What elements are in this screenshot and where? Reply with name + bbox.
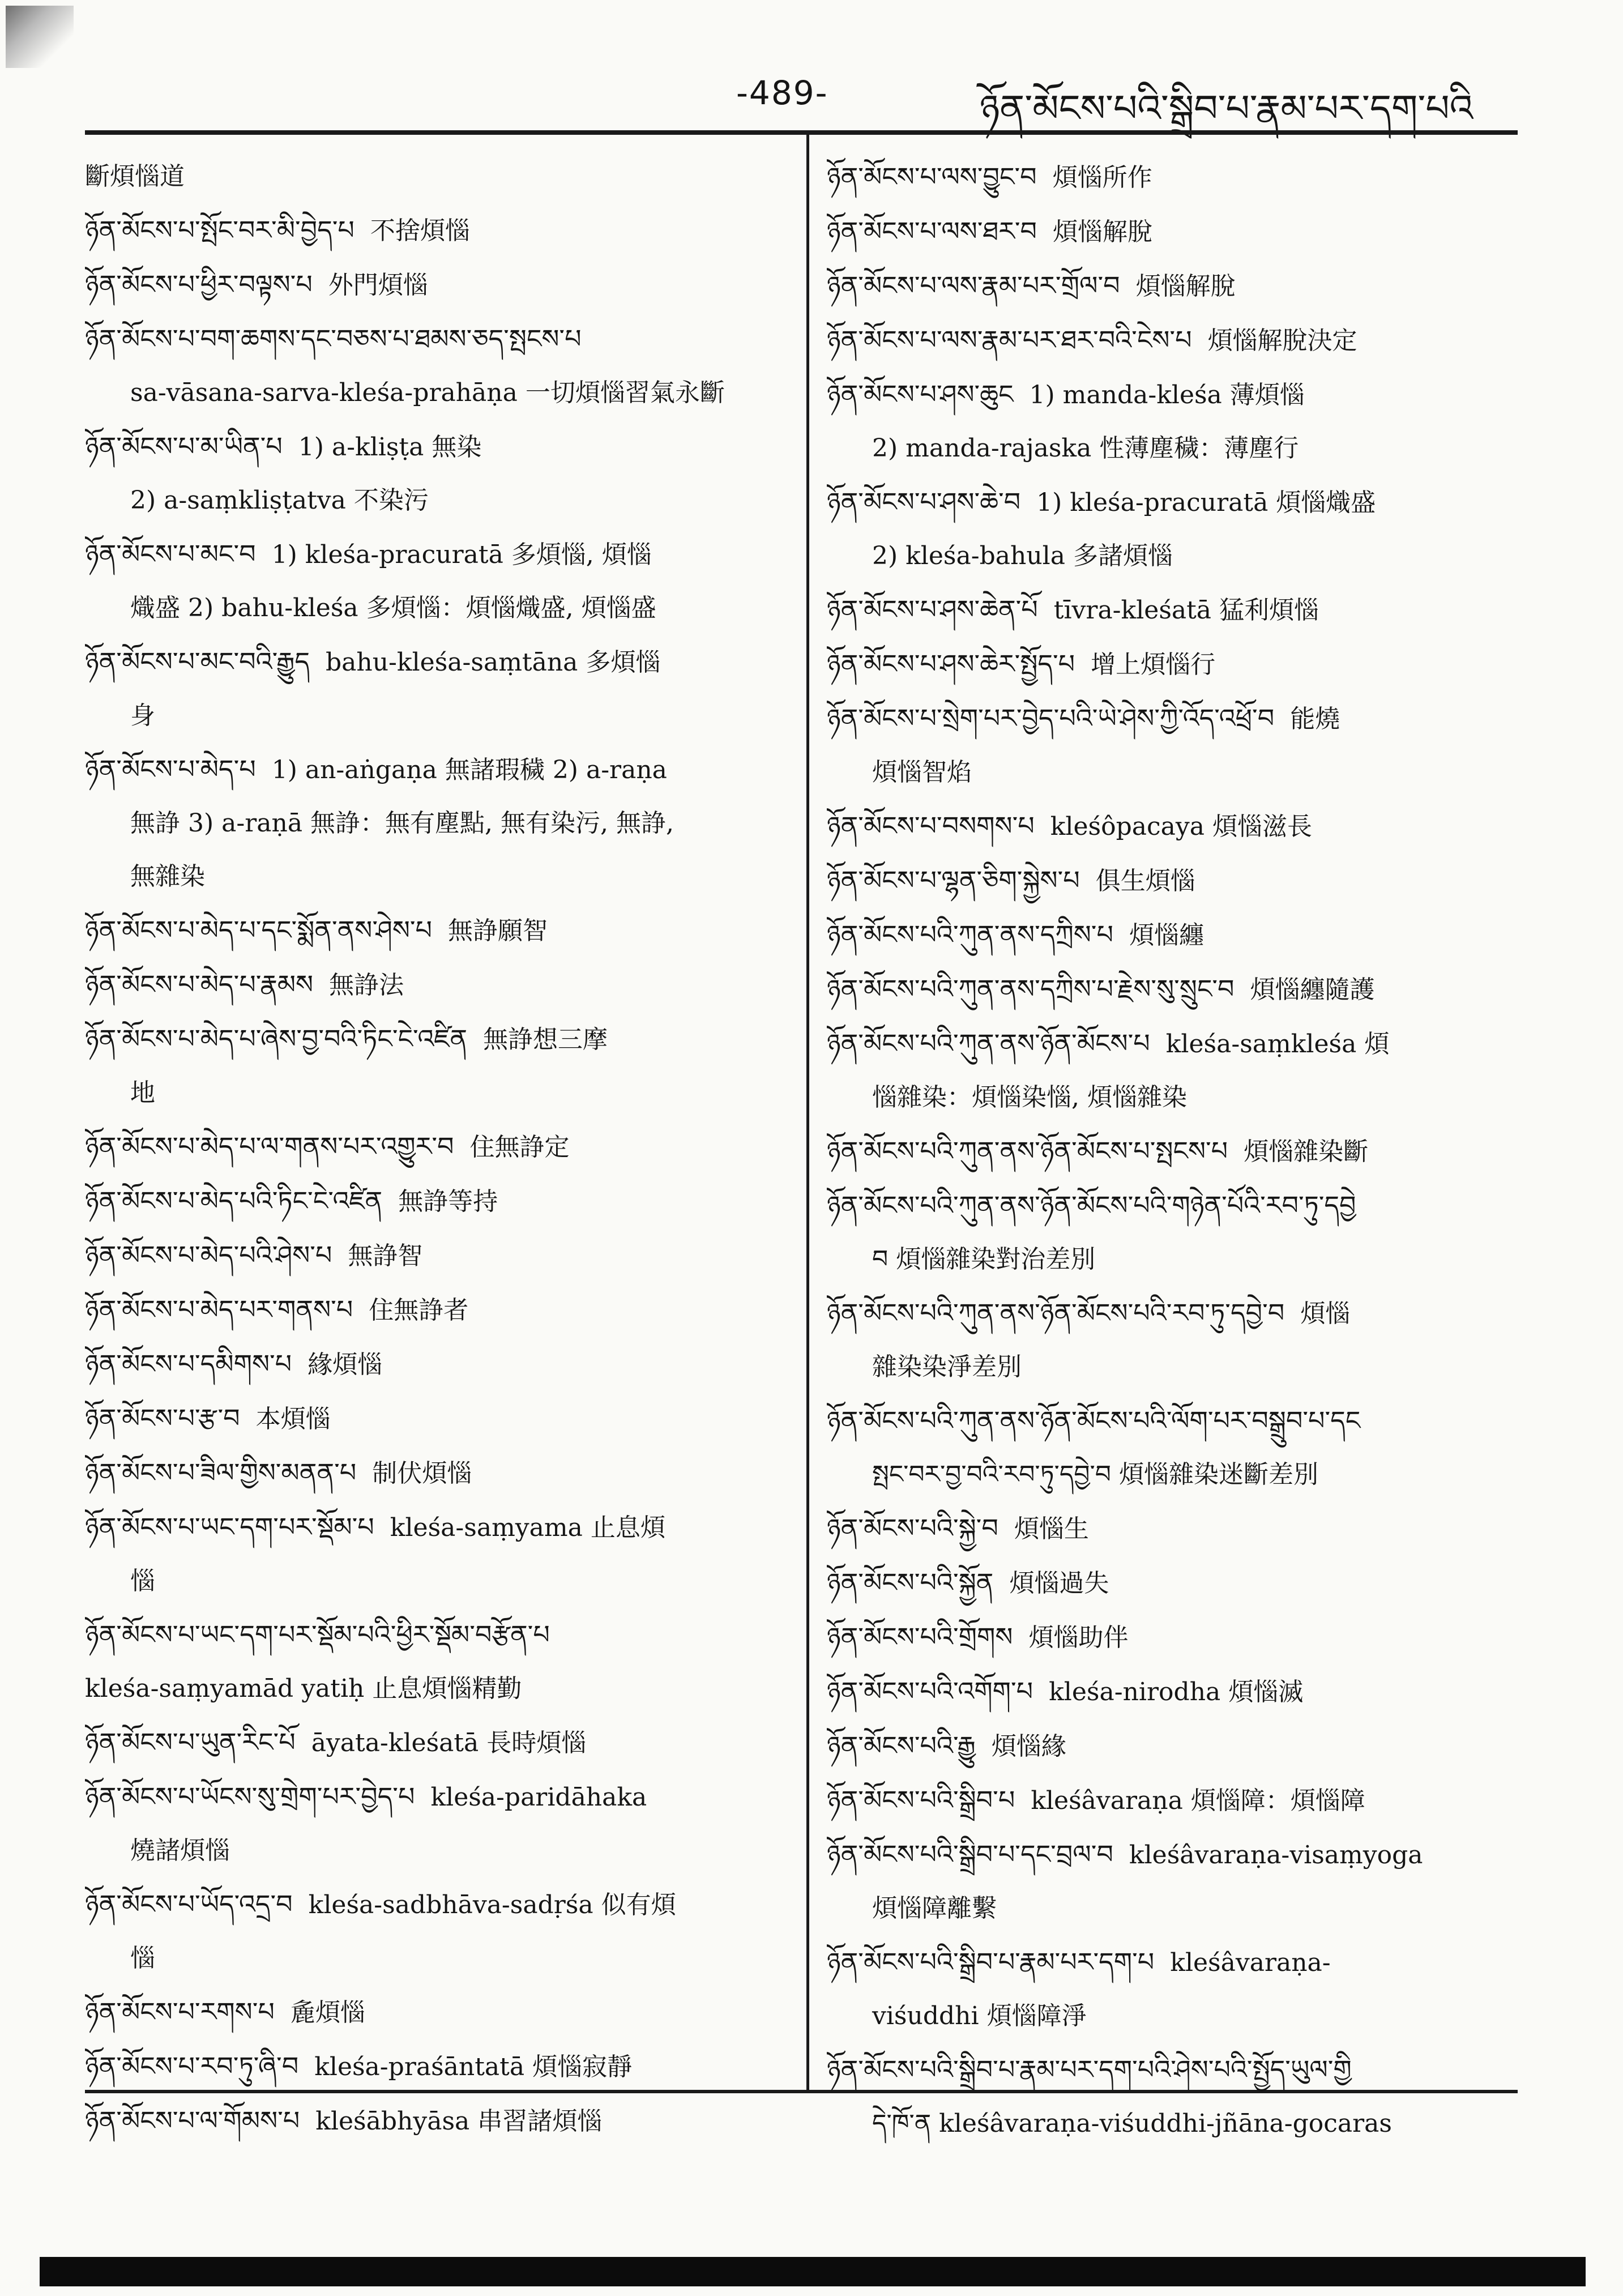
dictionary-entry <box>85 850 796 903</box>
tibetan-headword: ཉོན་མོངས་པའི་ཀུན་ནས་ཉོན་མོངས་པ་སྤངས་པ <box>827 1136 1228 1166</box>
dictionary-entry <box>827 1179 1529 1233</box>
entry-gloss: 緣煩惱 <box>307 1350 383 1379</box>
dictionary-entry <box>85 1337 796 1392</box>
entry-gloss: 煩惱雜染斷 <box>1244 1137 1369 1166</box>
entry-gloss: 煩惱解脫決定 <box>1207 326 1357 355</box>
entry-gloss: 無諍等持 <box>398 1187 498 1216</box>
tibetan-headword: ཉོན་མོངས་པའི་སྐྱེ་བ <box>827 1513 998 1543</box>
dictionary-entry <box>85 742 796 797</box>
tibetan-headword: ཉོན་མོངས་པ་ཡོད་འདྲ་བ <box>85 1889 293 1919</box>
dictionary-entry <box>827 530 1529 583</box>
entry-gloss: 麁煩惱 <box>290 1998 365 2027</box>
dictionary-entry <box>827 1394 1529 1448</box>
dictionary-entry <box>85 582 796 635</box>
dictionary-entry <box>827 1882 1529 1935</box>
entry-gloss: 惱 <box>130 1567 155 1595</box>
dictionary-entry <box>85 474 796 527</box>
dictionary-entry <box>827 1286 1529 1341</box>
scan-bottom-edge <box>40 2257 1586 2286</box>
dictionary-entry <box>827 583 1529 637</box>
entry-gloss: kleśôpacaya 煩惱滋長 <box>1050 812 1312 841</box>
dictionary-entry <box>827 1448 1529 1501</box>
tibetan-headword: ཉོན་མོངས་པ་ལས་ཐར་བ <box>827 216 1037 246</box>
entry-gloss: 無雜染 <box>130 862 205 891</box>
dictionary-entry <box>827 692 1529 746</box>
tibetan-headword: ཉོན་མོངས་པ་མེད་པ <box>85 754 256 784</box>
dictionary-entry <box>827 799 1529 853</box>
dictionary-entry <box>85 203 796 258</box>
dictionary-entry <box>85 1228 796 1283</box>
dictionary-entry <box>827 908 1529 962</box>
tibetan-headword: ཉོན་མོངས་པ་ཤས་ཆེན་པོ <box>827 594 1038 625</box>
dictionary-entry <box>827 962 1529 1017</box>
entry-gloss: 無諍智 <box>348 1241 423 1270</box>
dictionary-entry <box>85 1877 796 1932</box>
entry-gloss: 煩惱智焰 <box>872 758 972 787</box>
dictionary-entry <box>827 2043 1529 2097</box>
entry-gloss: 煩惱過失 <box>1009 1569 1109 1598</box>
entry-gloss: kleśa-praśāntatā 煩惱寂靜 <box>314 2052 633 2081</box>
dictionary-entry <box>85 420 796 474</box>
entry-gloss: 煩惱解脫 <box>1135 272 1236 301</box>
tibetan-headword: ཉོན་མོངས་པ་རགས་པ <box>85 1996 275 2027</box>
dictionary-entry <box>827 637 1529 692</box>
entry-gloss: 煩惱 <box>1300 1299 1351 1328</box>
tibetan-headword: ཉོན་མོངས་པ་མང་བའི་རྒྱུད <box>85 646 310 677</box>
dictionary-entry <box>827 1556 1529 1610</box>
dictionary-entry <box>85 1985 796 2039</box>
dictionary-entry <box>85 1824 796 1877</box>
entry-gloss: 煩惱纏 <box>1129 921 1204 950</box>
tibetan-headword: ཉོན་མོངས་པ་ཤས་ཆེ་བ <box>827 486 1021 517</box>
dictionary-entry <box>827 1828 1529 1882</box>
entry-gloss: 無諍願智 <box>448 916 548 945</box>
dictionary-entry <box>85 1120 796 1174</box>
tibetan-headword: ཉོན་མོངས་པའི་སྒྲིབ་པ <box>827 1785 1015 1815</box>
tibetan-headword: ཉོན་མོངས་པ་ལས་བྱུང་བ <box>827 161 1037 192</box>
dictionary-entry <box>85 635 796 689</box>
dictionary-entry <box>85 1500 796 1555</box>
tibetan-headword: ཉོན་མོངས་པ་ཡུན་རིང་པོ <box>85 1727 296 1757</box>
dictionary-entry <box>827 1665 1529 1719</box>
entry-gloss: 身 <box>130 701 155 730</box>
entry-gloss: 能燒 <box>1290 705 1340 733</box>
entry-gloss: བ 煩惱雜染對治差別 <box>872 1245 1096 1274</box>
entry-gloss: kleśābhyāsa 串習諸煩惱 <box>315 2107 603 2136</box>
dictionary-entry <box>827 259 1529 313</box>
tibetan-headword: ཉོན་མོངས་པ་ཤས་ཆེར་སྤྱོད་པ <box>827 648 1075 679</box>
entry-gloss: kleśa-saṃkleśa 煩 <box>1165 1030 1390 1059</box>
tibetan-headword: ཉོན་མོངས་པ་སྲེག་པར་བྱེད་པའི་ཡེ་ཤེས་ཀྱི་འོད་འཕྲོ་བ <box>827 703 1275 733</box>
entry-gloss: 住無諍定 <box>469 1133 570 1162</box>
dictionary-entry <box>827 1233 1529 1286</box>
tibetan-headword: ཉོན་མོངས་པ་ཡང་དག་པར་སྡོམ་པ <box>85 1512 374 1542</box>
entry-gloss: 斷煩惱道 <box>85 162 185 191</box>
tibetan-headword: ཉོན་མོངས་པའི་སྐྱོན <box>827 1567 994 1598</box>
tibetan-headword: ཉོན་མོངས་པ་ལ་གོམས་པ <box>85 2105 300 2136</box>
dictionary-entry <box>827 1935 1529 1990</box>
entry-gloss: kleśa-paridāhaka <box>430 1783 647 1812</box>
dictionary-entry <box>85 1715 796 1770</box>
tibetan-headword: ཉོན་མོངས་པ་བསགས་པ <box>827 810 1035 841</box>
running-head: ཉོན་མོངས་པའི་སྒྲིབ་པ་རྣམ་པར་དག་པའི <box>980 87 1473 130</box>
tibetan-headword: ཉོན་མོངས་པ་མེད་པ་ལ་གནས་པར་འགྱུར་བ <box>85 1131 454 1162</box>
entry-gloss: 煩惱緣 <box>991 1732 1066 1761</box>
right-column <box>827 150 1529 2150</box>
page-number: -489- <box>736 74 828 112</box>
dictionary-entry <box>85 1012 796 1066</box>
entry-gloss: 住無諍者 <box>369 1296 469 1325</box>
tibetan-headword: ཉོན་མོངས་པ་ཡོངས་སུ་གྲེག་པར་བྱེད་པ <box>85 1781 415 1812</box>
dictionary-entry <box>85 366 796 420</box>
entry-gloss: kleśâvaraṇa-visaṃyoga <box>1129 1841 1423 1870</box>
dictionary-entry <box>85 1770 796 1824</box>
entry-gloss: 2) manda-rajaska 性薄塵穢：薄塵行 <box>872 434 1299 463</box>
tibetan-headword: ཉོན་མོངས་པའི་ཀུན་ནས་ཉོན་མོངས་པའི་ལོག་པར་བསྒྲུབ་པ་དང <box>827 1405 1361 1436</box>
entry-gloss: 1) kleśa-pracuratā 煩惱熾盛 <box>1036 488 1376 517</box>
dictionary-entry <box>85 258 796 312</box>
entry-gloss: kleśa-sadbhāva-sadṛśa 似有煩 <box>308 1890 676 1919</box>
dictionary-entry <box>85 527 796 582</box>
dictionary-entry <box>827 1017 1529 1071</box>
entry-gloss: 制伏煩惱 <box>372 1459 472 1488</box>
entry-gloss: 2) a-saṃkliṣṭatva 不染污 <box>130 486 429 515</box>
entry-gloss: tīvra-kleśatā 猛利煩惱 <box>1053 596 1319 625</box>
entry-gloss: 惱 <box>130 1944 155 1973</box>
entry-gloss: bahu-kleśa-saṃtāna 多煩惱 <box>325 648 661 677</box>
dictionary-entry <box>827 1341 1529 1394</box>
entry-gloss: viśuddhi 煩惱障淨 <box>872 2001 1087 2030</box>
entry-gloss: kleśa-saṃyama 止息煩 <box>390 1513 665 1542</box>
tibetan-headword: ཉོན་མོངས་པའི་སྒྲིབ་པ་དང་བྲལ་བ <box>827 1839 1113 1870</box>
dictionary-entry <box>827 204 1529 259</box>
entry-gloss: kleśa-saṃyamād yatiḥ 止息煩惱精勤 <box>85 1674 522 1703</box>
dictionary-entry <box>85 1446 796 1500</box>
dictionary-entry <box>827 1773 1529 1828</box>
dictionary-entry <box>85 1392 796 1446</box>
dictionary-entry <box>85 903 796 958</box>
tibetan-headword: ཉོན་མོངས་པ་མེད་པའི་ཤེས་པ <box>85 1240 332 1270</box>
column-divider <box>806 131 809 2091</box>
entry-gloss: 煩惱解脫 <box>1053 217 1153 246</box>
dictionary-entry <box>827 1990 1529 2043</box>
entry-gloss: 煩惱纏隨護 <box>1250 975 1375 1004</box>
tibetan-headword: ཉོན་མོངས་པ་རབ་ཏུ་ཞི་བ <box>85 2051 299 2081</box>
tibetan-headword: ཉོན་མོངས་པའི་སྒྲིབ་པ་རྣམ་པར་དག་པ <box>827 1947 1155 1977</box>
dictionary-entry <box>85 1066 796 1120</box>
entry-gloss: 1) a-kliṣṭa 無染 <box>298 433 482 462</box>
tibetan-headword: ཉོན་མོངས་པ་མེད་པའི་ཏིང་ངེ་འཛིན <box>85 1185 383 1216</box>
tibetan-headword: ཉོན་མོངས་པ་ཤས་ཆུང <box>827 379 1014 409</box>
entry-gloss: 1) manda-kleśa 薄煩惱 <box>1029 381 1305 409</box>
dictionary-entry <box>827 368 1529 422</box>
dictionary-entry <box>827 1610 1529 1665</box>
entry-gloss: āyata-kleśatā 長時煩惱 <box>311 1729 587 1757</box>
tibetan-headword: ཉོན་མོངས་པ་ལས་རྣམ་པར་གྲོལ་བ <box>827 270 1120 301</box>
dictionary-entry <box>827 1501 1529 1556</box>
tibetan-headword: ཉོན་མོངས་པ་མེད་པ་རྣམས <box>85 969 314 1000</box>
entry-gloss: 熾盛 2) bahu-kleśa 多煩惱：煩惱熾盛, 煩惱盛 <box>130 594 656 622</box>
dictionary-entry <box>827 1124 1529 1179</box>
tibetan-headword: ཉོན་མོངས་པ་དམིགས་པ <box>85 1348 292 1379</box>
dictionary-entry <box>85 1608 796 1662</box>
dictionary-entry <box>827 2097 1529 2150</box>
entry-gloss: 2) kleśa-bahula 多諸煩惱 <box>872 541 1173 570</box>
entry-gloss: 無諍想三摩 <box>483 1025 608 1054</box>
entry-gloss: kleśâvaraṇa 煩惱障：煩惱障 <box>1031 1786 1365 1815</box>
dictionary-entry <box>827 475 1529 530</box>
tibetan-headword: ཉོན་མོངས་པ་མ་ཡིན་པ <box>85 431 283 462</box>
left-column <box>85 150 796 2148</box>
tibetan-headword: ཉོན་མོངས་པ་ལྷན་ཅིག་སྐྱེས་པ <box>827 865 1080 895</box>
tibetan-headword: ཉོན་མོངས་པ་ལས་རྣམ་པར་ཐར་བའི་ངེས་པ <box>827 325 1192 355</box>
dictionary-entry <box>827 150 1529 204</box>
tibetan-headword: ཉོན་མོངས་པ་སྤོང་བར་མི་བྱེད་པ <box>85 215 355 245</box>
entry-gloss: 外門煩惱 <box>328 271 428 300</box>
tibetan-headword: ཉོན་མོངས་པའི་སྒྲིབ་པ་རྣམ་པར་དག་པའི་ཤེས་པའི་སྤྱོད་ཡུལ་གྱི <box>827 2054 1352 2085</box>
entry-gloss: 煩惱所作 <box>1052 163 1152 192</box>
entry-gloss: sa-vāsana-sarva-kleśa-prahāṇa 一切煩惱習氣永斷 <box>130 378 725 407</box>
dictionary-entry <box>85 1932 796 1985</box>
entry-gloss: 1) an-aṅgaṇa 無諸瑕穢 2) a-raṇa <box>271 756 667 784</box>
tibetan-headword: ཉོན་མོངས་པ་ཡང་དག་པར་སྡོམ་པའི་ཕྱིར་སྡོམ་བརྩོན་པ <box>85 1619 550 1650</box>
entry-gloss: 煩惱生 <box>1014 1514 1089 1543</box>
entry-gloss: 1) kleśa-pracuratā 多煩惱, 煩惱 <box>271 540 652 569</box>
tibetan-headword: ཉོན་མོངས་པ་ཕྱིར་བལྟས་པ <box>85 269 313 300</box>
tibetan-headword: ཉོན་མོངས་པའི་ཀུན་ནས་ཉོན་མོངས་པའི་གཉེན་པོའི་རབ་ཏུ་དབྱེ <box>827 1190 1356 1220</box>
dictionary-entry <box>827 1071 1529 1124</box>
dictionary-entry <box>827 422 1529 475</box>
entry-gloss: དེ་ཁོ་ན kleśâvaraṇa-viśuddhi-jñāna-gocaras <box>872 2109 1392 2138</box>
dictionary-entry <box>85 1174 796 1228</box>
dictionary-entry <box>827 1719 1529 1773</box>
tibetan-headword: ཉོན་མོངས་པའི་ཀུན་ནས་དཀྲིས་པ་རྗེས་སུ་སྲུང་བ <box>827 974 1235 1004</box>
entry-gloss: 燒諸煩惱 <box>130 1836 230 1865</box>
dictionary-entry <box>85 1662 796 1715</box>
dictionary-entry <box>827 853 1529 908</box>
entry-gloss: 雜染染淨差別 <box>872 1352 1022 1381</box>
entry-gloss: 無諍 3) a-raṇā 無諍：無有塵點, 無有染污, 無諍, <box>130 809 674 838</box>
tibetan-headword: ཉོན་མོངས་པ་རྩ་བ <box>85 1403 240 1433</box>
tibetan-headword: ཉོན་མོངས་པ་བག་ཆགས་དང་བཅས་པ་ཐམས་ཅད་སྤངས་པ <box>85 323 582 354</box>
dictionary-entry <box>85 1283 796 1337</box>
dictionary-entry <box>827 313 1529 368</box>
dictionary-entry <box>85 958 796 1012</box>
dictionary-entry <box>85 150 796 203</box>
tibetan-headword: ཉོན་མོངས་པའི་འགོག་པ <box>827 1676 1033 1706</box>
tibetan-headword: ཉོན་མོངས་པ་མེད་པ་ཞེས་བྱ་བའི་ཏིང་ངེ་འཛིན <box>85 1023 468 1054</box>
entry-gloss: 煩惱助伴 <box>1028 1623 1129 1652</box>
dictionary-entry <box>85 797 796 850</box>
tibetan-headword: ཉོན་མོངས་པའི་ཀུན་ནས་ཉོན་མོངས་པའི་རབ་ཏུ་དབྱེ་བ <box>827 1298 1285 1328</box>
tibetan-headword: ཉོན་མོངས་པ་མེད་པ་དང་སྨོན་ནས་ཤེས་པ <box>85 915 433 945</box>
tibetan-headword: ཉོན་མོངས་པའི་ཀུན་ནས་ཉོན་མོངས་པ <box>827 1028 1150 1059</box>
header-rule <box>85 130 1518 135</box>
entry-gloss: 煩惱障離繫 <box>872 1894 997 1923</box>
tibetan-headword: ཉོན་མོངས་པའི་རྒྱུ <box>827 1730 976 1761</box>
tibetan-headword: ཉོན་མོངས་པ་ཟིལ་གྱིས་མནན་པ <box>85 1457 357 1488</box>
entry-gloss: 本煩惱 <box>255 1405 331 1433</box>
entry-gloss: 惱雜染：煩惱染惱, 煩惱雜染 <box>872 1083 1187 1112</box>
entry-gloss: 增上煩惱行 <box>1091 650 1216 679</box>
entry-gloss: kleśa-nirodha 煩惱滅 <box>1049 1678 1304 1706</box>
dictionary-entry <box>85 689 796 742</box>
entry-gloss: 不捨煩惱 <box>370 216 470 245</box>
entry-gloss: kleśâvaraṇa- <box>1170 1948 1331 1977</box>
dictionary-entry <box>85 2039 796 2094</box>
tibetan-headword: ཉོན་མོངས་པ་མེད་པར་གནས་པ <box>85 1294 353 1325</box>
dictionary-entry <box>827 746 1529 799</box>
entry-gloss: སྤང་བར་བྱ་བའི་རབ་ཏུ་དབྱེ་བ 煩惱雜染迷斷差別 <box>872 1460 1318 1489</box>
entry-gloss: 地 <box>130 1078 155 1107</box>
entry-gloss: 俱生煩惱 <box>1095 867 1195 895</box>
tibetan-headword: ཉོན་མོངས་པའི་གྲོགས <box>827 1621 1013 1652</box>
dictionary-entry <box>85 1555 796 1608</box>
tibetan-headword: ཉོན་མོངས་པའི་ཀུན་ནས་དཀྲིས་པ <box>827 919 1113 950</box>
entry-gloss: 無諍法 <box>329 971 404 1000</box>
dictionary-entry <box>85 2094 796 2148</box>
tibetan-headword: ཉོན་མོངས་པ་མང་བ <box>85 539 256 569</box>
scan-corner-mark <box>6 6 74 68</box>
dictionary-entry <box>85 312 796 366</box>
